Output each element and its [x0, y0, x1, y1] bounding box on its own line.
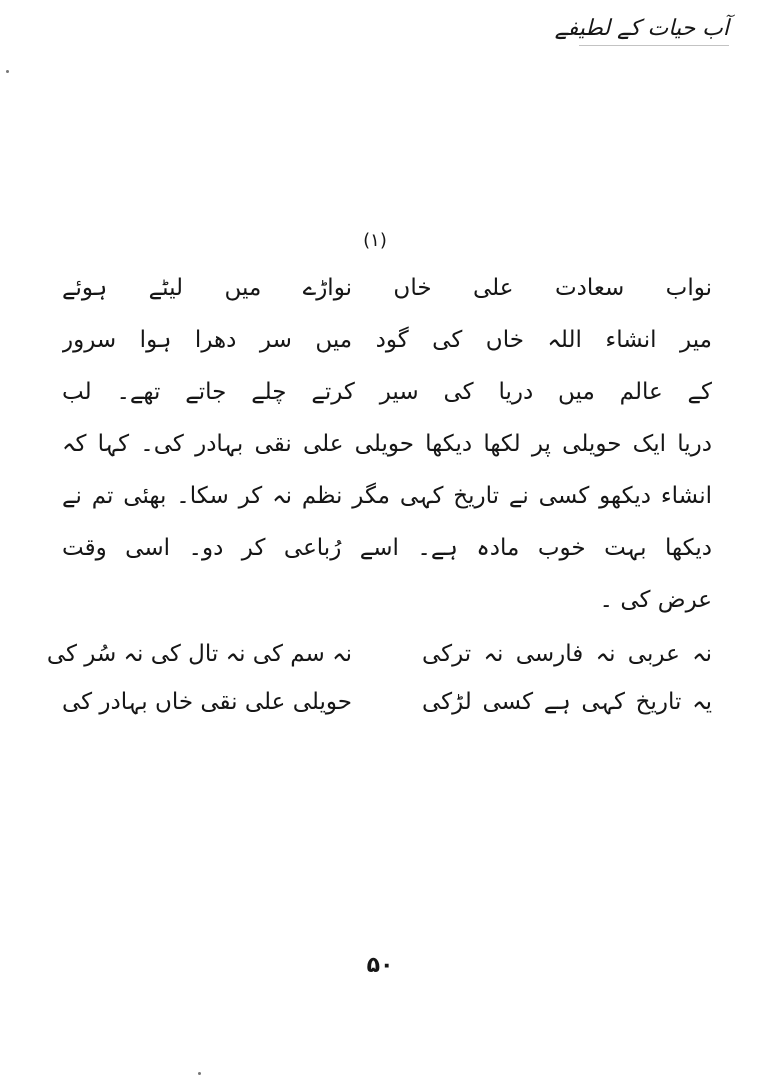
body-line: انشاء دیکھو کسی نے تاریخ کہی مگر نظم نہ کر سکا۔ بھئی تم نے	[62, 483, 712, 509]
section-number: (۱)	[363, 230, 387, 251]
page-number: ۵۰	[366, 953, 394, 978]
header-rule	[579, 45, 729, 46]
body-line: دریا ایک حویلی پر لکھا دیکھا حویلی علی نقی بہادر کی۔ کہا کہ	[62, 431, 712, 457]
verse-hemistich-right: یہ تاریخ کہی ہے کسی لڑکی	[422, 689, 712, 715]
body-line: کے عالم میں دریا کی سیر کرتے چلے جاتے تھے۔ لب	[62, 379, 712, 405]
body-paragraph	[62, 262, 712, 626]
body-line: نواب سعادت علی خاں نواڑے میں لیٹے ہوئے	[62, 275, 712, 301]
verse-couplet	[46, 630, 712, 678]
scan-speck	[198, 1072, 201, 1075]
verse-couplet	[62, 678, 712, 726]
verse-hemistich-left: نہ سم کی نہ تال کی نہ سُر کی	[46, 641, 352, 667]
verse-block	[46, 630, 712, 726]
verse-hemistich-left: حویلی علی نقی خاں بہادر کی	[61, 689, 352, 715]
body-line: میر انشاء اللہ خاں کی گود میں سر دھرا ہوا سرور	[62, 327, 712, 353]
body-line: دیکھا بہت خوب مادہ ہے۔ اسے رُباعی کر دو۔ اسی وقت	[62, 535, 712, 561]
scan-speck	[6, 70, 9, 73]
running-header: آب حیات کے لطیفے	[554, 16, 729, 41]
body-line: عرض کی ۔	[599, 587, 712, 613]
verse-hemistich-right: نہ عربی نہ فارسی نہ ترکی	[422, 641, 712, 667]
